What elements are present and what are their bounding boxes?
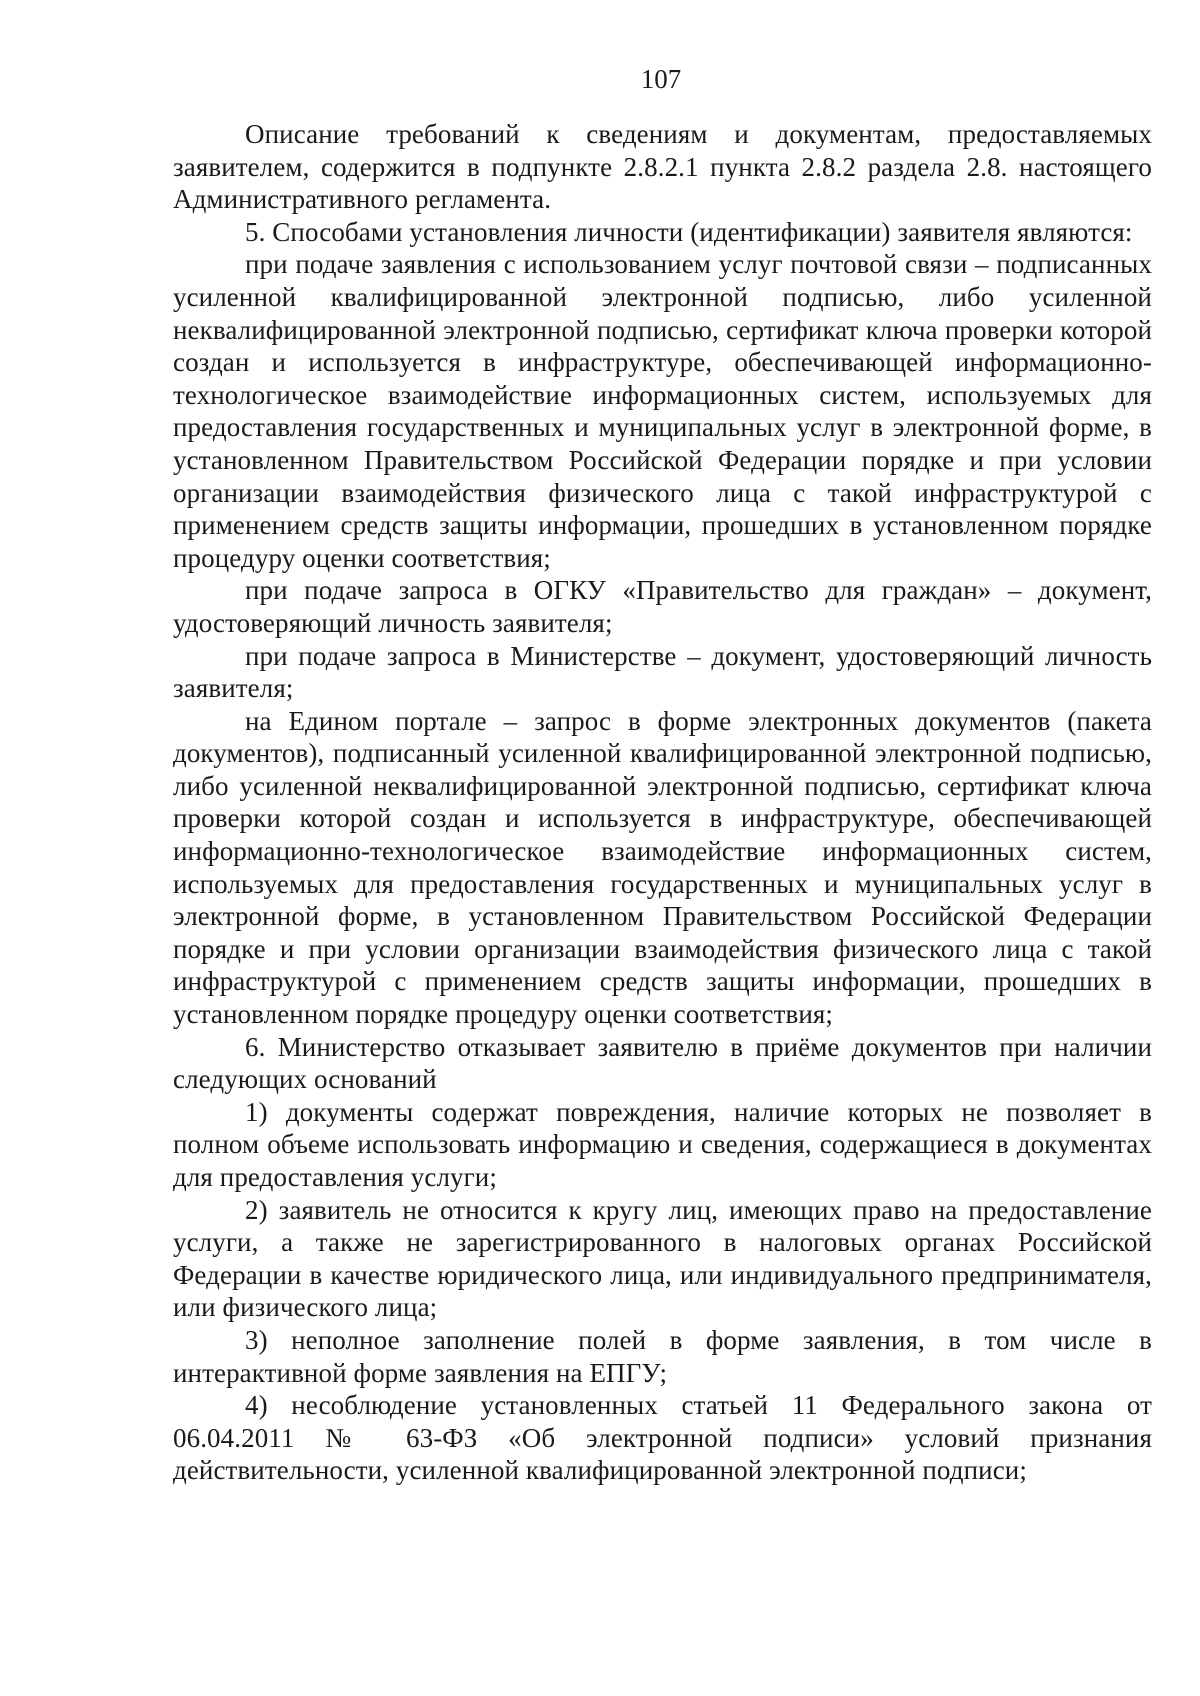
paragraph-unified-portal: на Едином портале – запрос в форме электронных документов (пакета документов), подписанный усиленной квалифицированной электронной подписью, либо усиленной неквалифицированной электронной подписью, сертификат ключа проверки которой создан и используется в инфраструктуре, обеспечивающей информационно-технологическое взаимодействие информационных систем, используемых для предоставления государственных и муниципальных услуг в электронной форме, в установленном Правительством Российской Федерации порядке и при условии организации взаимодействия физического лица с такой инфраструктурой с применением средств защиты информации, прошедших в установленном порядке процедуру оценки соответствия; [173, 705, 1152, 1030]
paragraph-ground-1: 1) документы содержат повреждения, наличие которых не позволяет в полном объеме использовать информацию и сведения, содержащиеся в документах для предоставления услуги; [173, 1096, 1152, 1192]
paragraph-ground-2: 2) заявитель не относится к кругу лиц, имеющих право на предоставление услуги, а также не зарегистрированного в налоговых органах Российской Федерации в качестве юридического лица, или индивидуального предпринимателя, или физического лица; [173, 1194, 1152, 1323]
paragraph-ogku-submission: при подаче запроса в ОГКУ «Правительство для граждан» – документ, удостоверяющий личность заявителя; [173, 575, 1152, 638]
paragraph-postal-submission: при подаче заявления с использованием услуг почтовой связи – подписанных усиленной квалифицированной электронной подписью, либо усиленной неквалифицированной электронной подписью, сертификат ключа проверки которой создан и используется в инфраструктуре, обеспечивающей информационно-технологическое взаимодействие информационных систем, используемых для предоставления государственных и муниципальных услуг в электронной форме, в установленном Правительством Российской Федерации порядке и при условии организации взаимодействия физического лица с такой инфраструктурой с применением средств защиты информации, прошедших в установленном порядке процедуру оценки соответствия; [173, 249, 1152, 573]
paragraph-ground-4: 4) несоблюдение установленных статьей 11 Федерального закона от 06.04.2011 № 63-ФЗ «Об электронной подписи» условий признания действительности, усиленной квалифицированной электронной подписи; [173, 1390, 1152, 1486]
paragraph-identification-methods: 5. Способами установления личности (идентификации) заявителя являются: [245, 216, 1133, 247]
document-body [173, 118, 1152, 1487]
paragraph-refusal-grounds: 6. Министерство отказывает заявителю в приёме документов при наличии следующих оснований [173, 1031, 1152, 1095]
paragraph-ground-3: 3) неполное заполнение полей в форме заявления, в том числе в интерактивной форме заявления на ЕПГУ; [173, 1324, 1152, 1388]
paragraph-requirements-description: Описание требований к сведениям и документам, предоставляемых заявителем, содержится в подпункте 2.8.2.1 пункта 2.8.2 раздела 2.8. настоящего Административного регламента. [173, 119, 1152, 215]
paragraph-ministry-submission: при подаче запроса в Министерстве – документ, удостоверяющий личность заявителя; [173, 640, 1152, 704]
page-number: 107 [640, 64, 682, 94]
